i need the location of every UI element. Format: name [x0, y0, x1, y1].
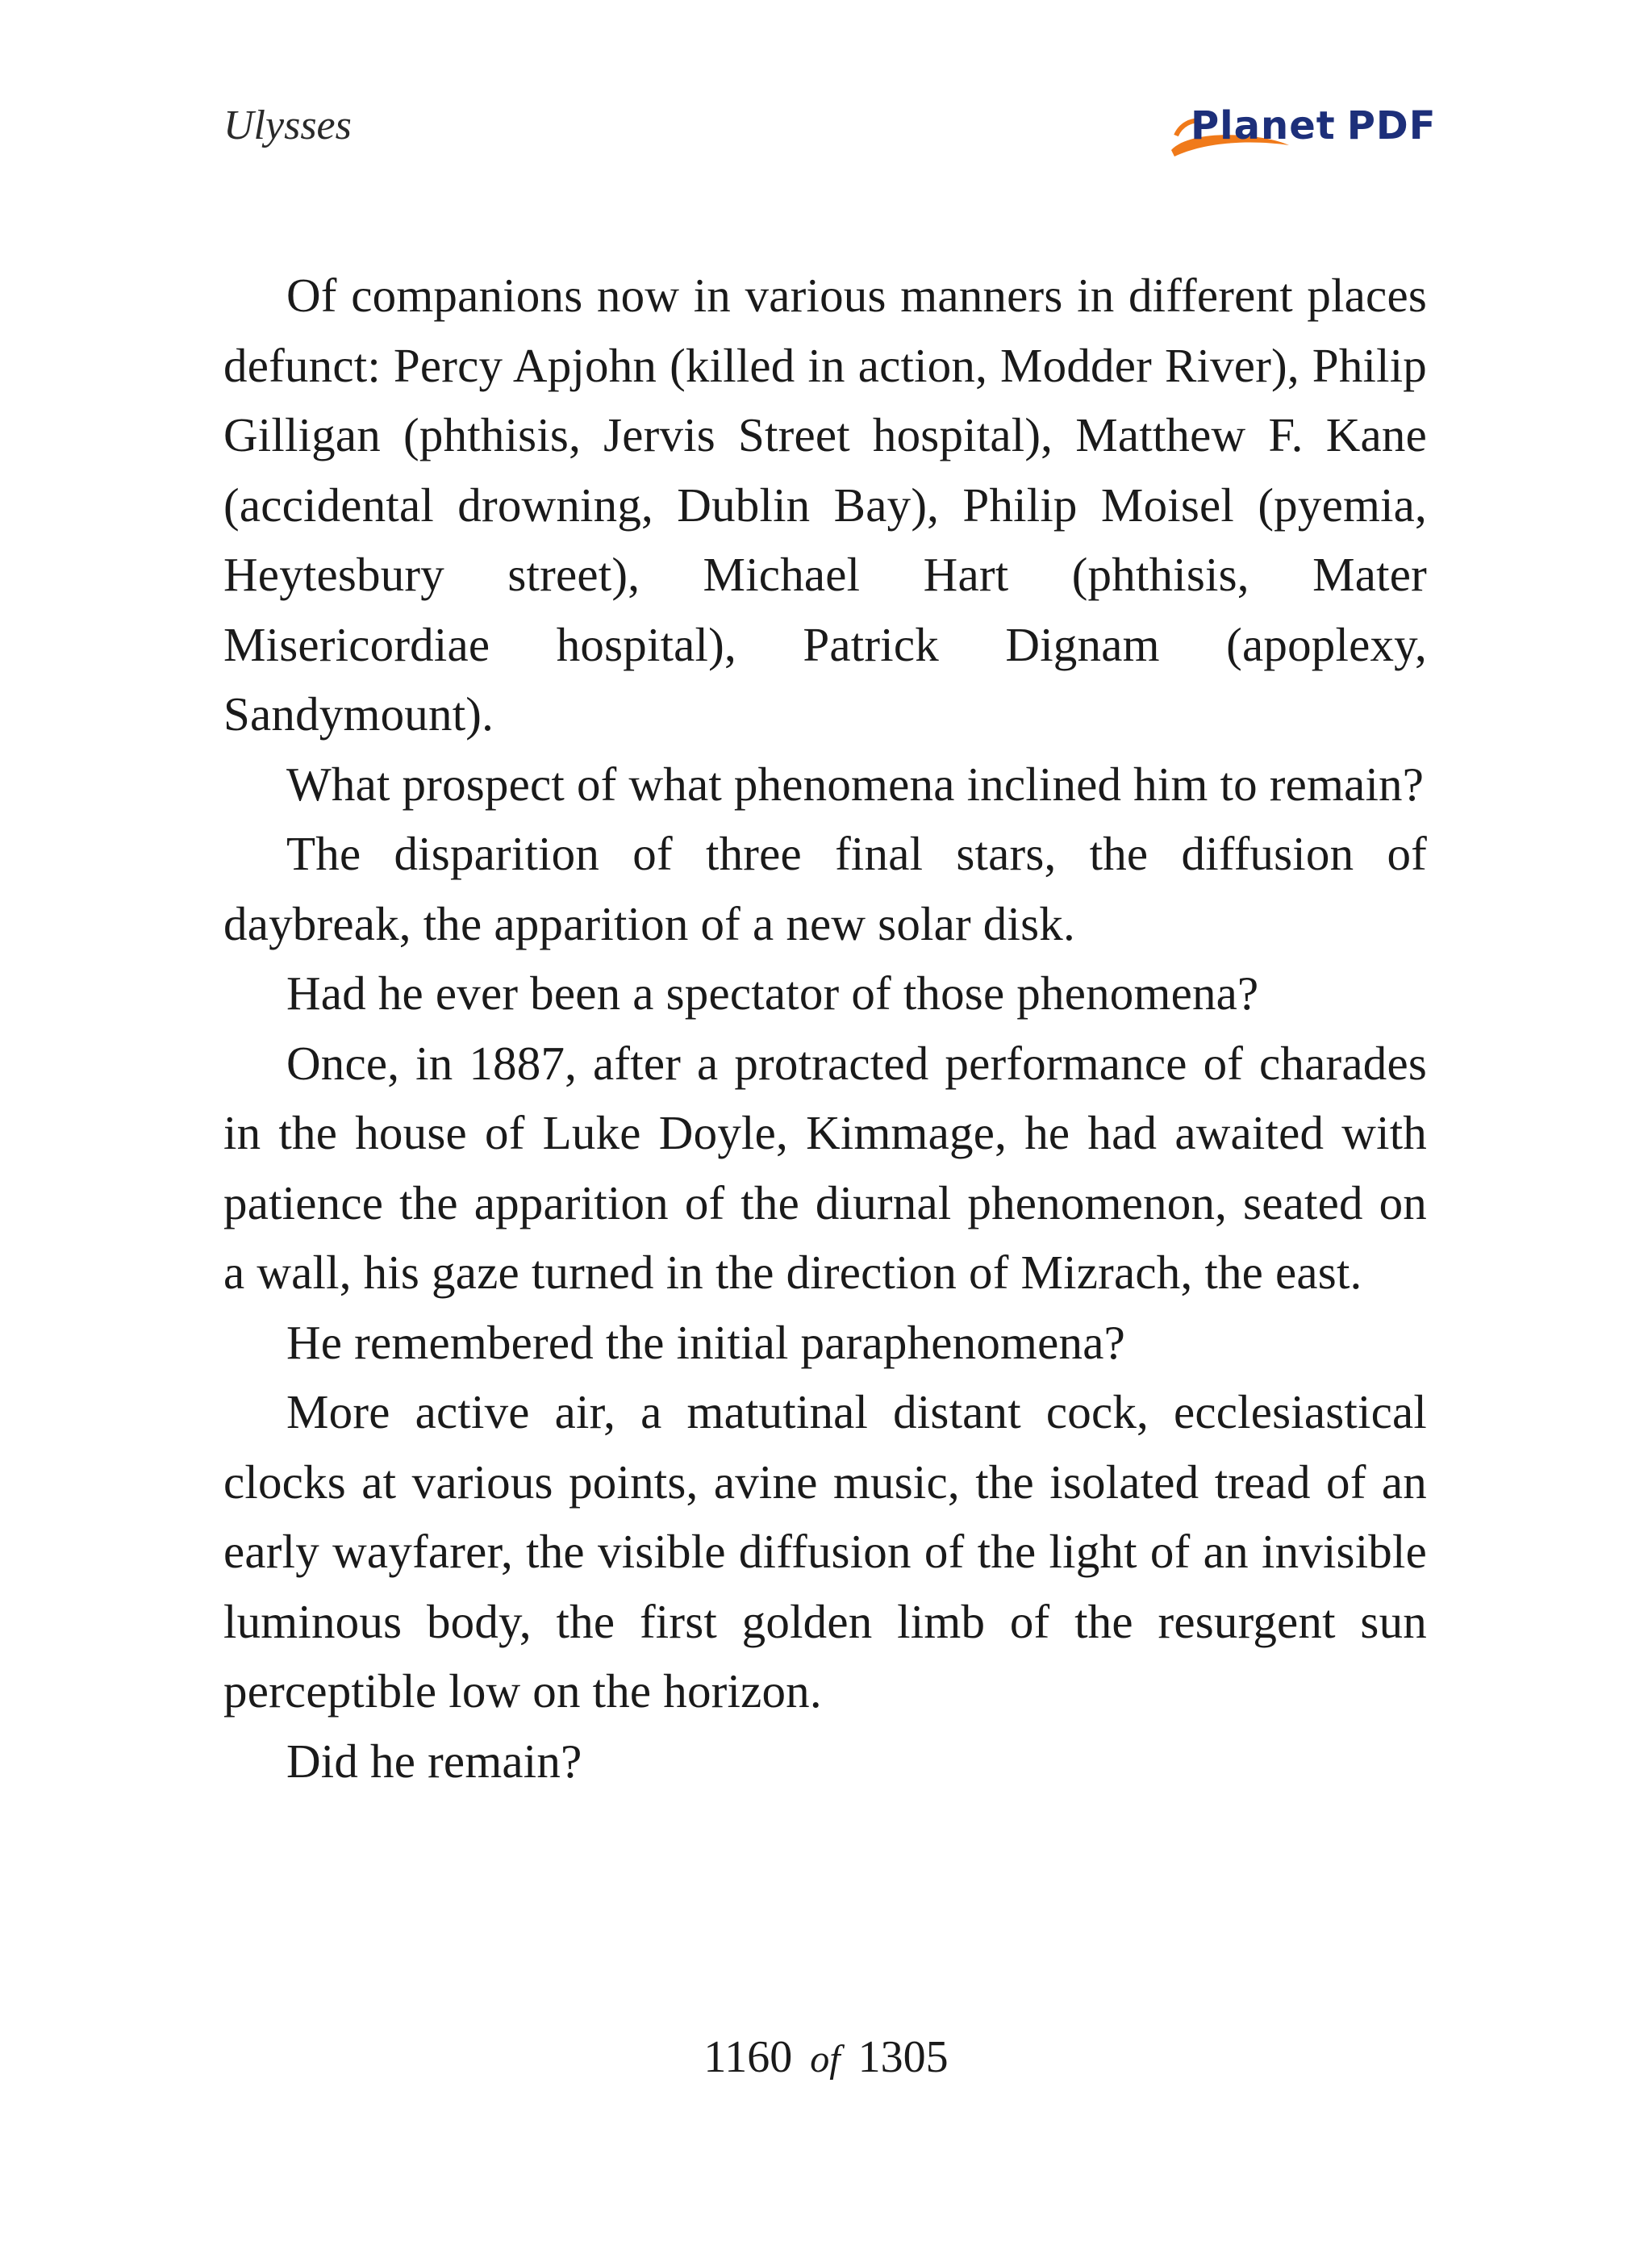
paragraph: More active air, a matutinal distant cock, ecclesiastical clocks at various points, avine music, the isolated tread of an early wayfarer, the visible diffusion of the light of an invisible luminous body, the first golden limb of the resurgent sun perceptible low on the horizon.	[223, 1385, 1427, 1718]
paragraph: Did he remain?	[286, 1734, 582, 1788]
current-page: 1160	[703, 2032, 793, 2082]
total-pages: 1305	[857, 2032, 949, 2082]
logo-word-planet: Planet	[1191, 103, 1336, 148]
planet-pdf-logo[interactable]	[1168, 103, 1437, 168]
paragraph: Had he ever been a spectator of those phenomena?	[286, 966, 1259, 1020]
paragraph: What prospect of what phenomena inclined him to remain?	[286, 757, 1425, 811]
of-label: of	[810, 2038, 841, 2081]
paragraph: He remembered the initial paraphenomena?	[286, 1315, 1126, 1369]
page-body	[223, 261, 1427, 1796]
paragraph: Of companions now in various manners in different places defunct: Percy Apjohn (killed in action, Modder River), Philip Gilligan (phthisis, Jervis Street hospital), Matthew F. Kane (accidental drowning, Dublin Bay), Philip Moisel (pyemia, Heytesbury street), Michael Hart (phthisis, Mater Misericordiae hospital), Patrick Dignam (apoplexy, Sandymount).	[223, 269, 1427, 741]
page-number	[0, 2031, 1652, 2083]
logo-text	[1191, 103, 1437, 148]
paragraph: The disparition of three final stars, the diffusion of daybreak, the apparition of a new solar disk.	[223, 827, 1427, 950]
document-title: Ulysses	[223, 102, 352, 148]
logo-word-pdf: PDF	[1346, 103, 1437, 148]
paragraph: Once, in 1887, after a protracted performance of charades in the house of Luke Doyle, Kimmage, he had awaited with patience the apparition of the diurnal phenomenon, seated on a wall, his gaze turned in the direction of Mizrach, the east.	[223, 1036, 1427, 1299]
